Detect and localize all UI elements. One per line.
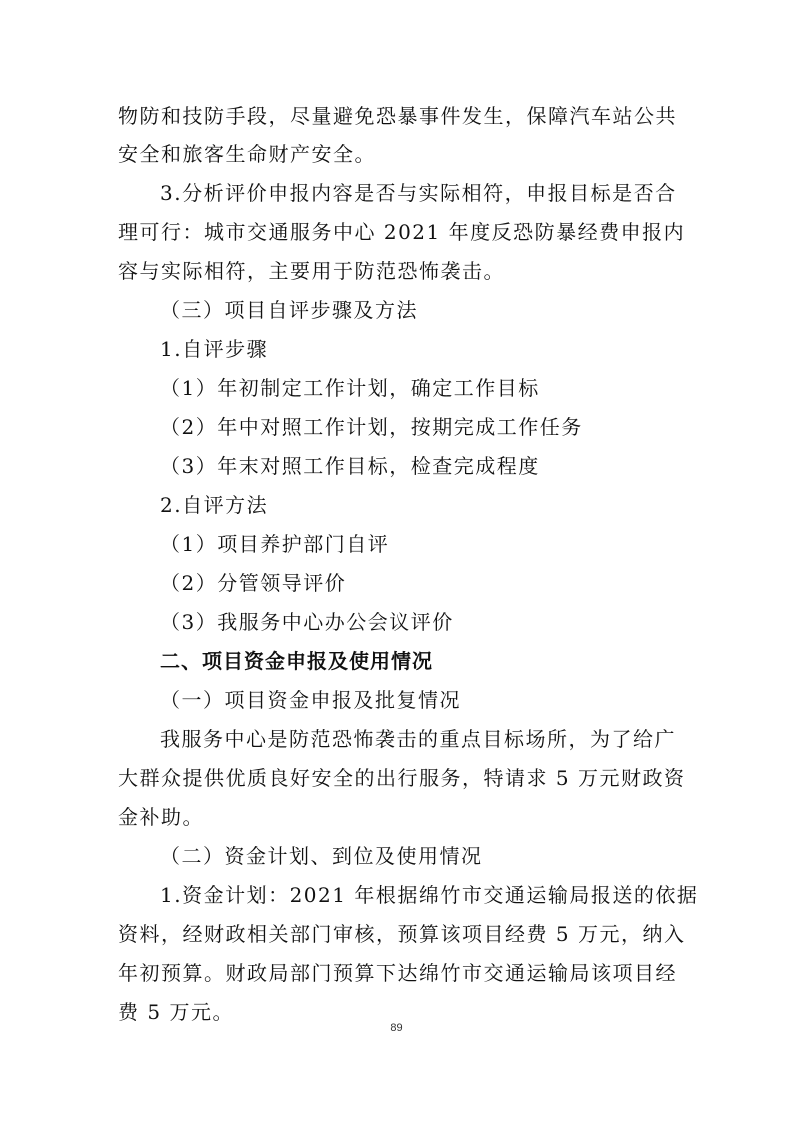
body-text-line: 理可行：城市交通服务中心 2021 年度反恐防暴经费申报内 — [118, 220, 686, 244]
body-text-line: 物防和技防手段，尽量避免恐暴事件发生，保障汽车站公共 — [118, 104, 677, 128]
list-item: （3）我服务中心办公会议评价 — [160, 610, 454, 634]
body-text-line: 容与实际相符，主要用于防范恐怖袭击。 — [118, 259, 505, 283]
section-subheading: （一）项目资金申报及批复情况 — [160, 688, 461, 712]
body-text-line: 年初预算。财政局部门预算下达绵竹市交通运输局该项目经 — [118, 961, 677, 985]
body-text-line: 1.自评步骤 — [160, 337, 269, 361]
body-text-line: 3.分析评价申报内容是否与实际相符，申报目标是否合 — [160, 181, 677, 205]
body-text-line: 资料，经财政相关部门审核，预算该项目经费 5 万元，纳入 — [118, 922, 686, 946]
body-text-line: 2.自评方法 — [160, 493, 269, 517]
section-subheading: （三）项目自评步骤及方法 — [160, 298, 418, 322]
list-item: （3）年末对照工作目标，检查完成程度 — [160, 454, 540, 478]
body-text-line: 我服务中心是防范恐怖袭击的重点目标场所，为了给广 — [160, 727, 676, 751]
body-text-line: 金补助。 — [118, 805, 204, 829]
page-number: 89 — [390, 1022, 403, 1034]
list-item: （1）项目养护部门自评 — [160, 532, 390, 556]
list-item: （2）年中对照工作计划，按期完成工作任务 — [160, 415, 583, 439]
list-item: （1）年初制定工作计划，确定工作目标 — [160, 376, 540, 400]
section-subheading: （二）资金计划、到位及使用情况 — [160, 844, 483, 868]
body-text-line: 1.资金计划：2021 年根据绵竹市交通运输局报送的依据 — [160, 883, 699, 907]
list-item: （2）分管领导评价 — [160, 571, 347, 595]
body-text-line: 费 5 万元。 — [118, 1000, 234, 1024]
body-text-line: 安全和旅客生命财产安全。 — [118, 142, 376, 166]
section-heading: 二、项目资金申报及使用情况 — [160, 649, 433, 673]
body-text-line: 大群众提供优质良好安全的出行服务，特请求 5 万元财政资 — [118, 766, 686, 790]
